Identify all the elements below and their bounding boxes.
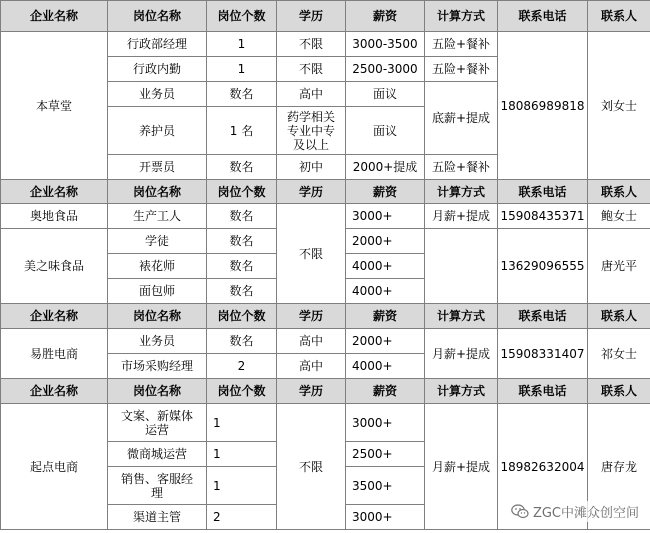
education: 高中 (277, 329, 346, 354)
header-education: 学历 (277, 304, 346, 329)
salary: 4000+ (346, 354, 425, 379)
table-row (1, 404, 650, 442)
position-count: 数名 (207, 279, 277, 304)
header-method: 计算方式 (425, 379, 498, 404)
education: 不限 (277, 57, 346, 82)
position-title: 面包师 (108, 279, 207, 304)
header-company: 企业名称 (1, 180, 108, 204)
education: 高中 (277, 354, 346, 379)
header-salary: 薪资 (346, 379, 425, 404)
salary: 2500+ (346, 442, 425, 467)
watermark-text: ZGC中滩众创空间 (532, 506, 639, 521)
salary: 面议 (346, 107, 425, 155)
position-count: 1 (207, 57, 277, 82)
pay-method: 月薪+提成 (425, 204, 498, 229)
position-title: 销售、客服经理 (108, 467, 207, 505)
header-salary: 薪资 (346, 304, 425, 329)
contact-phone: 13629096555 (498, 229, 588, 304)
header-count: 岗位个数 (207, 180, 277, 204)
contact-phone: 15908331407 (498, 329, 588, 379)
company-name: 奥地食品 (1, 204, 108, 229)
position-title: 学徒 (108, 229, 207, 254)
salary: 3000+ (346, 505, 425, 530)
education: 药学相关专业中专及以上 (277, 107, 346, 155)
header-phone: 联系电话 (498, 180, 588, 204)
header-company: 企业名称 (1, 379, 108, 404)
salary: 2000+提成 (346, 155, 425, 180)
header-phone: 联系电话 (498, 304, 588, 329)
pay-method: 五险+餐补 (425, 57, 498, 82)
position-title: 裱花师 (108, 254, 207, 279)
contact-person: 鲍女士 (588, 204, 650, 229)
contact-person: 祁女士 (588, 329, 650, 379)
contact-phone: 18982632004 (498, 404, 588, 530)
position-count: 数名 (207, 329, 277, 354)
position-title: 业务员 (108, 329, 207, 354)
education: 不限 (277, 32, 346, 57)
header-contact: 联系人 (588, 1, 650, 32)
header-position: 岗位名称 (108, 379, 207, 404)
header-phone: 联系电话 (498, 1, 588, 32)
company-name: 易胜电商 (1, 329, 108, 379)
pay-method: 五险+餐补 (425, 155, 498, 180)
position-count: 1 (207, 32, 277, 57)
header-position: 岗位名称 (108, 304, 207, 329)
pay-method (425, 229, 498, 304)
position-title: 开票员 (108, 155, 207, 180)
header-company: 企业名称 (1, 304, 108, 329)
header-row (1, 1, 650, 32)
position-title: 渠道主管 (108, 505, 207, 530)
header-row (1, 180, 650, 204)
company-name: 本草堂 (1, 32, 108, 180)
header-method: 计算方式 (425, 1, 498, 32)
position-title: 业务员 (108, 82, 207, 107)
contact-phone: 18086989818 (498, 32, 588, 180)
salary: 3500+ (346, 467, 425, 505)
header-contact: 联系人 (588, 180, 650, 204)
company-name: 起点电商 (1, 404, 108, 530)
position-count: 数名 (207, 229, 277, 254)
position-count: 数名 (207, 254, 277, 279)
salary: 2000+ (346, 229, 425, 254)
position-count: 2 (207, 354, 277, 379)
table-row (1, 329, 650, 354)
contact-person: 刘女士 (588, 32, 650, 180)
salary: 面议 (346, 82, 425, 107)
position-title: 生产工人 (108, 204, 207, 229)
position-title: 微商城运营 (108, 442, 207, 467)
header-position: 岗位名称 (108, 1, 207, 32)
position-title: 行政部经理 (108, 32, 207, 57)
header-count: 岗位个数 (207, 304, 277, 329)
header-education: 学历 (277, 1, 346, 32)
watermark (508, 501, 642, 522)
position-count: 数名 (207, 155, 277, 180)
pay-method: 月薪+提成 (425, 329, 498, 379)
salary: 2500-3000 (346, 57, 425, 82)
contact-phone: 15908435371 (498, 204, 588, 229)
salary: 3000-3500 (346, 32, 425, 57)
position-title: 养护员 (108, 107, 207, 155)
salary: 4000+ (346, 254, 425, 279)
education: 不限 (277, 204, 346, 304)
position-count: 1 (207, 404, 277, 442)
position-count: 数名 (207, 204, 277, 229)
salary: 3000+ (346, 204, 425, 229)
header-education: 学历 (277, 180, 346, 204)
salary: 4000+ (346, 279, 425, 304)
header-phone: 联系电话 (498, 379, 588, 404)
position-title: 市场采购经理 (108, 354, 207, 379)
salary: 2000+ (346, 329, 425, 354)
salary: 3000+ (346, 404, 425, 442)
header-contact: 联系人 (588, 379, 650, 404)
pay-method: 月薪+提成 (425, 404, 498, 530)
position-count: 数名 (207, 82, 277, 107)
table-row (1, 32, 650, 57)
position-title: 行政内勤 (108, 57, 207, 82)
header-method: 计算方式 (425, 304, 498, 329)
position-count: 1 (207, 467, 277, 505)
header-row (1, 304, 650, 329)
header-method: 计算方式 (425, 180, 498, 204)
position-count: 2 (207, 505, 277, 530)
header-position: 岗位名称 (108, 180, 207, 204)
table-row (1, 204, 650, 229)
education: 初中 (277, 155, 346, 180)
header-count: 岗位个数 (207, 379, 277, 404)
pay-method: 底薪+提成 (425, 82, 498, 155)
company-name: 美之味食品 (1, 229, 108, 304)
position-title: 文案、新媒体运营 (108, 404, 207, 442)
header-salary: 薪资 (346, 180, 425, 204)
education: 不限 (277, 404, 346, 530)
position-count: 1 名 (207, 107, 277, 155)
contact-person: 唐光平 (588, 229, 650, 304)
header-contact: 联系人 (588, 304, 650, 329)
header-company: 企业名称 (1, 1, 108, 32)
contact-person: 唐存龙 (588, 404, 650, 530)
education: 高中 (277, 82, 346, 107)
wechat-icon (511, 504, 529, 519)
position-count: 1 (207, 442, 277, 467)
pay-method: 五险+餐补 (425, 32, 498, 57)
header-salary: 薪资 (346, 1, 425, 32)
header-count: 岗位个数 (207, 1, 277, 32)
header-row (1, 379, 650, 404)
header-education: 学历 (277, 379, 346, 404)
